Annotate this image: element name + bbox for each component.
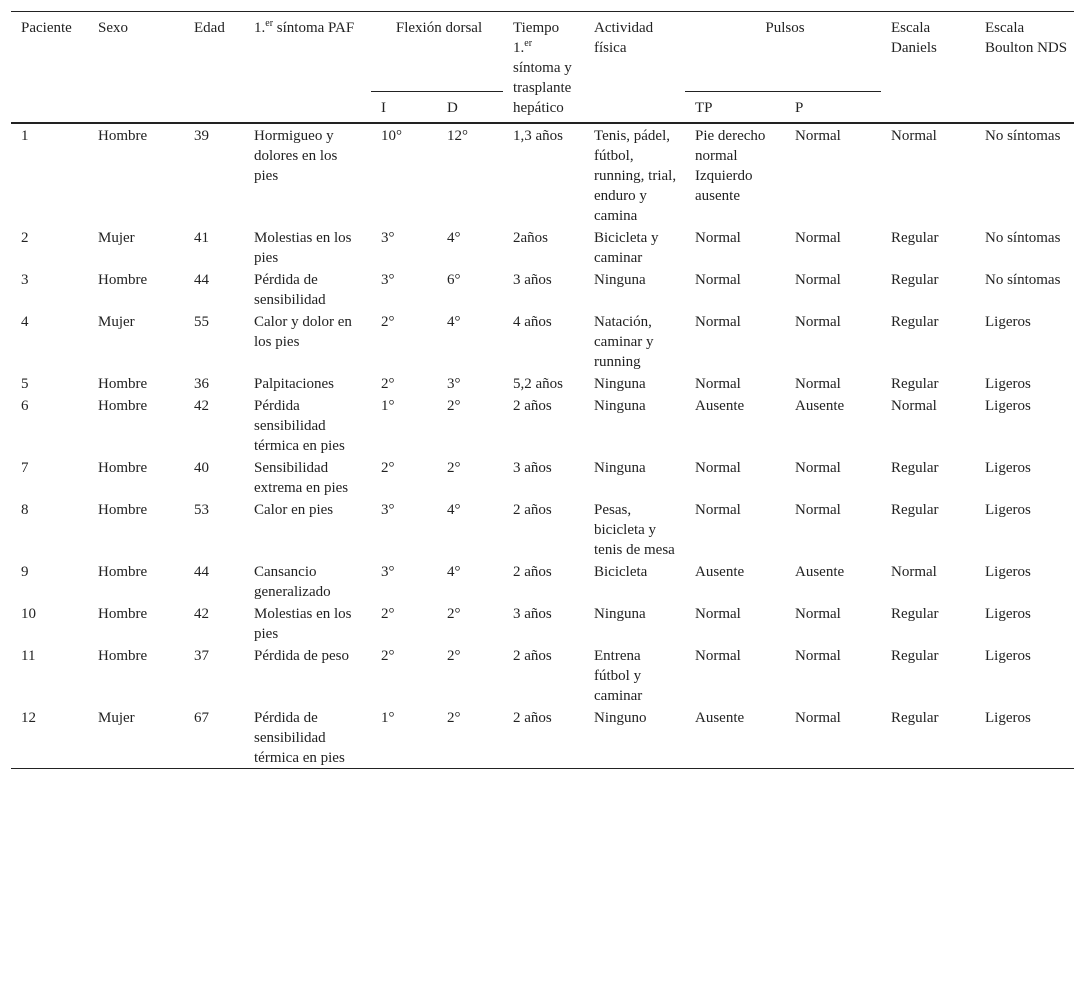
cell-sexo: Hombre [98,128,148,144]
header-sexo: Sexo [98,20,128,36]
cell-tiempo: 2años [513,230,548,246]
cell-primer-sintoma: Pérdida de sensibilidad [254,272,326,308]
cell-boulton: Ligeros [985,710,1031,726]
cell-flexion-i: 1° [381,398,395,414]
cell-pulso-tp: Ausente [695,564,745,580]
header-pulso-tp: TP [685,92,785,124]
cell-daniels: Regular [891,502,939,518]
cell-pulso-p: Normal [795,606,841,622]
cell-flexion-d: 6° [447,272,461,288]
table-row [11,394,1074,456]
cell-pulso-p: Normal [795,460,841,476]
cell-tiempo: 2 años [513,564,552,580]
header-daniels: Escala Daniels [891,20,937,56]
cell-actividad: Ninguna [594,606,646,622]
cell-pulso-p: Ausente [795,564,845,580]
cell-pulso-p: Normal [795,502,841,518]
cell-actividad: Ninguna [594,376,646,392]
cell-flexion-d: 4° [447,564,461,580]
cell-primer-sintoma: Pérdida de sensibilidad térmica en pies [254,710,345,766]
cell-tiempo: 5,2 años [513,376,563,392]
cell-primer-sintoma: Molestias en los pies [254,230,352,266]
cell-daniels: Regular [891,230,939,246]
cell-pulso-tp: Normal [695,460,741,476]
header-edad: Edad [194,20,225,36]
cell-sexo: Mujer [98,314,135,330]
cell-paciente: 9 [21,564,29,580]
cell-edad: 41 [194,230,209,246]
cell-flexion-i: 1° [381,710,395,726]
cell-boulton: Ligeros [985,376,1031,392]
cell-flexion-d: 2° [447,710,461,726]
cell-paciente: 5 [21,376,29,392]
cell-actividad: Bicicleta y caminar [594,230,659,266]
cell-tiempo: 3 años [513,272,552,288]
cell-flexion-i: 2° [381,314,395,330]
cell-edad: 40 [194,460,209,476]
cell-daniels: Regular [891,606,939,622]
cell-sexo: Mujer [98,710,135,726]
header-tiempo-sup: er [524,38,533,49]
cell-daniels: Normal [891,398,937,414]
header-boulton: Escala Boulton NDS [985,20,1068,56]
cell-sexo: Hombre [98,376,148,392]
patients-table [11,11,1074,769]
cell-flexion-d: 4° [447,230,461,246]
cell-flexion-i: 3° [381,502,395,518]
header-flexion-dorsal: Flexión dorsal [395,20,483,36]
cell-boulton: Ligeros [985,502,1031,518]
cell-tiempo: 2 años [513,648,552,664]
cell-tiempo: 2 años [513,502,552,518]
cell-paciente: 4 [21,314,29,330]
cell-paciente: 8 [21,502,29,518]
table-row [11,226,1074,268]
cell-edad: 55 [194,314,209,330]
cell-boulton: No síntomas [985,128,1061,144]
cell-primer-sintoma: Sensibilidad extrema en pies [254,460,349,496]
header-pulso-p: P [785,92,881,124]
cell-sexo: Hombre [98,648,148,664]
cell-sexo: Hombre [98,398,148,414]
cell-paciente: 1 [21,128,29,144]
cell-flexion-i: 2° [381,460,395,476]
cell-daniels: Regular [891,376,939,392]
table-row [11,310,1074,372]
cell-pulso-tp: Normal [695,376,741,392]
cell-flexion-i: 2° [381,648,395,664]
cell-pulso-tp: Normal [695,230,741,246]
cell-boulton: No síntomas [985,230,1061,246]
cell-tiempo: 4 años [513,314,552,330]
cell-actividad: Ninguna [594,460,646,476]
table-body [11,123,1074,769]
cell-daniels: Regular [891,710,939,726]
cell-edad: 39 [194,128,209,144]
cell-paciente: 3 [21,272,29,288]
cell-primer-sintoma: Calor en pies [254,502,334,518]
cell-actividad: Ninguno [594,710,647,726]
table-row [11,372,1074,394]
cell-pulso-tp: Normal [695,272,741,288]
cell-flexion-d: 2° [447,648,461,664]
cell-primer-sintoma: Cansancio generalizado [254,564,331,600]
cell-sexo: Hombre [98,502,148,518]
cell-daniels: Regular [891,314,939,330]
cell-actividad: Ninguna [594,272,646,288]
cell-edad: 42 [194,398,209,414]
cell-paciente: 10 [21,606,36,622]
cell-pulso-p: Normal [795,128,841,144]
cell-primer-sintoma: Pérdida sensibilidad térmica en pies [254,398,345,454]
cell-pulso-p: Normal [795,376,841,392]
header-flexion-i: I [371,92,437,124]
cell-boulton: Ligeros [985,606,1031,622]
cell-actividad: Natación, caminar y running [594,314,654,370]
cell-tiempo: 3 años [513,606,552,622]
cell-boulton: Ligeros [985,564,1031,580]
cell-actividad: Bicicleta [594,564,648,580]
cell-sexo: Mujer [98,230,135,246]
table-header [11,12,1074,124]
cell-boulton: Ligeros [985,460,1031,476]
cell-pulso-tp: Normal [695,502,741,518]
cell-flexion-i: 3° [381,272,395,288]
cell-paciente: 7 [21,460,29,476]
header-paciente: Paciente [21,20,72,36]
cell-tiempo: 1,3 años [513,128,563,144]
header-actividad: Actividad física [594,20,654,56]
cell-daniels: Normal [891,564,937,580]
cell-paciente: 6 [21,398,29,414]
cell-flexion-d: 12° [447,128,468,144]
cell-pulso-p: Normal [795,648,841,664]
cell-pulso-p: Normal [795,710,841,726]
cell-flexion-d: 3° [447,376,461,392]
header-pulsos: Pulsos [765,20,805,36]
cell-flexion-d: 2° [447,460,461,476]
cell-edad: 67 [194,710,209,726]
cell-paciente: 11 [21,648,36,664]
cell-edad: 36 [194,376,209,392]
cell-pulso-tp: Ausente [695,398,745,414]
cell-flexion-i: 3° [381,230,395,246]
cell-flexion-i: 3° [381,564,395,580]
header-tiempo [503,12,584,124]
cell-actividad: Pesas, bicicleta y tenis de mesa [594,502,675,558]
cell-primer-sintoma: Calor y dolor en los pies [254,314,352,350]
cell-pulso-tp: Normal [695,606,741,622]
cell-flexion-i: 2° [381,376,395,392]
cell-pulso-tp: Ausente [695,710,745,726]
cell-primer-sintoma: Palpitaciones [254,376,334,392]
cell-pulso-p: Ausente [795,398,845,414]
header-primer-sintoma-prefix: 1. [254,20,266,36]
cell-daniels: Regular [891,272,939,288]
cell-daniels: Regular [891,648,939,664]
cell-flexion-i: 10° [381,128,402,144]
cell-boulton: No síntomas [985,272,1061,288]
cell-actividad: Entrena fútbol y caminar [594,648,643,704]
header-flexion-d: D [437,92,503,124]
table-row [11,456,1074,498]
cell-pulso-tp: Normal [695,314,741,330]
cell-pulso-tp: Pie derecho normal Izquierdo ausente [695,128,766,204]
table-row [11,123,1074,226]
table-row [11,644,1074,706]
cell-flexion-d: 4° [447,502,461,518]
cell-sexo: Hombre [98,606,148,622]
header-primer-sintoma-rest: síntoma PAF [273,20,355,36]
table-row [11,560,1074,602]
cell-tiempo: 2 años [513,710,552,726]
cell-sexo: Hombre [98,460,148,476]
cell-daniels: Regular [891,460,939,476]
header-tiempo-prefix: Tiempo 1. [513,20,560,56]
cell-sexo: Hombre [98,564,148,580]
table-row [11,268,1074,310]
cell-pulso-p: Normal [795,314,841,330]
cell-flexion-i: 2° [381,606,395,622]
cell-flexion-d: 2° [447,398,461,414]
cell-boulton: Ligeros [985,648,1031,664]
header-primer-sintoma-sup: er [265,18,274,29]
cell-paciente: 2 [21,230,29,246]
cell-tiempo: 3 años [513,460,552,476]
cell-boulton: Ligeros [985,314,1031,330]
cell-flexion-d: 4° [447,314,461,330]
cell-actividad: Ninguna [594,398,646,414]
header-tiempo-rest: síntoma y trasplante hepático [513,60,572,116]
cell-paciente: 12 [21,710,36,726]
cell-sexo: Hombre [98,272,148,288]
table-row [11,706,1074,769]
cell-edad: 37 [194,648,209,664]
cell-actividad: Tenis, pádel, fútbol, running, trial, enduro y camina [594,128,677,224]
cell-primer-sintoma: Hormigueo y dolores en los pies [254,128,338,184]
cell-flexion-d: 2° [447,606,461,622]
cell-tiempo: 2 años [513,398,552,414]
cell-edad: 42 [194,606,209,622]
cell-edad: 44 [194,272,209,288]
cell-primer-sintoma: Molestias en los pies [254,606,352,642]
cell-pulso-p: Normal [795,230,841,246]
cell-pulso-p: Normal [795,272,841,288]
header-primer-sintoma [244,12,371,124]
cell-pulso-tp: Normal [695,648,741,664]
table-row [11,498,1074,560]
cell-boulton: Ligeros [985,398,1031,414]
cell-edad: 44 [194,564,209,580]
cell-edad: 53 [194,502,209,518]
cell-daniels: Normal [891,128,937,144]
cell-primer-sintoma: Pérdida de peso [254,648,349,664]
table-row [11,602,1074,644]
